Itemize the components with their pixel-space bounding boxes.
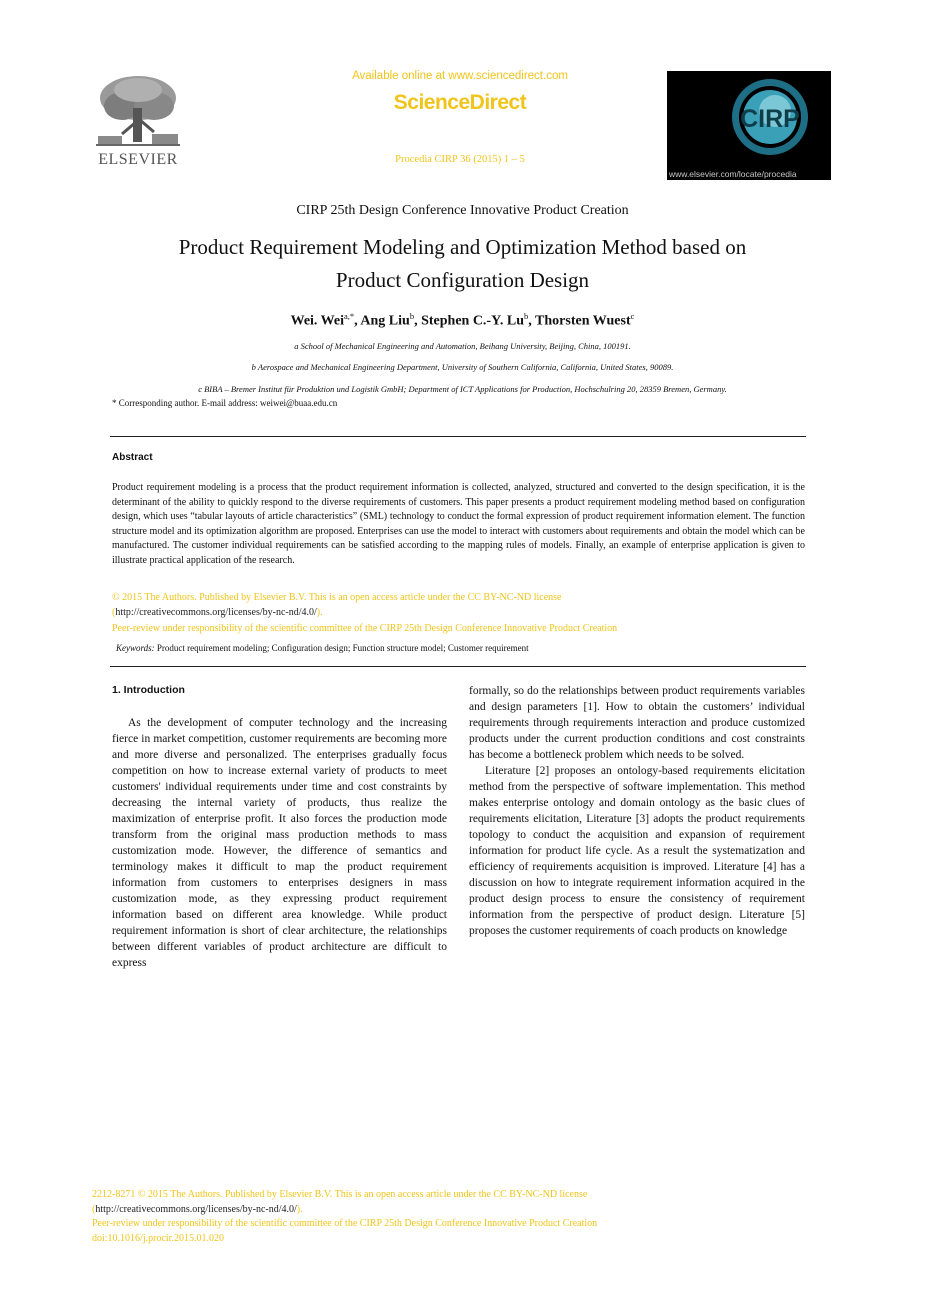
abstract-heading: Abstract — [112, 452, 153, 463]
author-separator: , — [354, 313, 361, 329]
footer-copyright: 2212-8271 © 2015 The Authors. Published by Elsevier B.V. This is an open access article under the CC BY-NC-ND license — [92, 1189, 588, 1200]
footer-notice — [92, 1188, 732, 1246]
affiliation-b: b Aerospace and Mechanical Engineering Department, University of Southern California, California, United States, 90089. — [251, 362, 674, 372]
author-affiliation-mark: a,* — [344, 311, 355, 321]
author-separator: , — [414, 313, 422, 329]
divider-top — [110, 436, 806, 437]
author-separator: , — [528, 313, 536, 329]
column-right — [469, 683, 805, 939]
paren-open: ( — [112, 607, 116, 618]
cirp-wordmark: CIRP — [740, 105, 800, 133]
author-affiliation-mark: c — [630, 311, 635, 321]
footer-doi[interactable]: doi:10.1016/j.procir.2015.01.020 — [92, 1232, 224, 1244]
license-link[interactable]: http://creativecommons.org/licenses/by-nc-nd/4.0/ — [115, 607, 317, 618]
paper-title — [120, 231, 805, 297]
author-name: Ang Liu — [360, 313, 410, 329]
paren-open: ( — [92, 1203, 96, 1215]
elsevier-wordmark: ELSEVIER — [98, 151, 178, 168]
author-affiliation-mark: b — [524, 311, 529, 321]
section-heading-introduction: 1. Introduction — [112, 684, 185, 696]
peer-review-notice: Peer-review under responsibility of the scientific committee of the CIRP 25th Design Conference Innovative Product Creation — [112, 623, 618, 634]
paren-close: ). — [316, 607, 323, 618]
license-line — [112, 607, 323, 618]
keywords — [116, 643, 529, 653]
footer-peer-review: Peer-review under responsibility of the scientific committee of the CIRP 25th Design Conference Innovative Product Creation — [92, 1218, 598, 1229]
cirp-url: www.elsevier.com/locate/procedia — [669, 169, 797, 179]
divider-bottom — [110, 666, 806, 667]
author-name: Wei. Wei — [290, 313, 345, 329]
title-line-1: Product Requirement Modeling and Optimization Method based on — [178, 235, 747, 259]
cirp-emblem-icon — [667, 71, 831, 167]
abstract-body: Product requirement modeling is a process that the product requirement information is collected, analyzed, structured and converted to the design specification, it is the determinant of the ability to quickly respond to the diverse requirements of customers. This paper presents a product requirement modeling method based on configuration design, which uses “tabular layouts of article characteristics” (SML) technology to conduct the formal expression of product requirement information element. The function structure model and its optimization algorithm are proposed. Enterprises can use the model to interact with customers about requirements and obtain the model which can be manufactured. The customer individual requirements can be satisfied according to the mapping rules of models. Finally, an example of enterprise application is given to illustrate practical application of the research. — [112, 482, 805, 566]
paren-close: ). — [296, 1203, 303, 1215]
footer-license-line — [92, 1203, 732, 1218]
elsevier-logo — [92, 72, 184, 168]
open-access-notice: © 2015 The Authors. Published by Elsevier B.V. This is an open access article under the CC BY-NC-ND license — [112, 592, 562, 603]
elsevier-tree-icon — [92, 72, 184, 168]
available-online-text: Available online at www.sciencedirect.com — [352, 70, 568, 82]
paragraph: As the development of computer technology and the increasing fierce in market competition, customer requirements are becoming more and more diverse and personalized. The enterprises gradually focus competition on how to increase external variety of products to meet customers' individual requirements under time and cost constraints by decreasing the internal variety of products, thus realize the maximization of enterprise profit. It also forces the production mode transform from the original mass production methods to mass customization mode. However, the difference of semantics and terminology makes it difficult to map the product requirement information from customers to enterprises designers in mass customization mode, as they expressing product requirement information based on different area knowledge. While product requirement information is short of clear architecture, the relationships between different variables of product architecture are difficult to express — [112, 717, 447, 969]
column-left — [112, 715, 447, 971]
paragraph: Literature [2] proposes an ontology-based requirements elicitation method from the perspective of software implementation. This method makes enterprise ontology and domain ontology as the basic clues of requirements elicitation, Literature [3] adopts the product requirements topology to conduct the acquisition and expansion of requirement information for product life cycle. As a result the systematization and efficiency of requirements acquisition is improved. Literature [4] has a discussion on how to integrate requirement information acquired in the product design process to ensure the consistency of requirement information from the perspective of product design. Literature [5] proposes the customer requirements of coach products on knowledge — [469, 765, 805, 937]
author-name: Stephen C.-Y. Lu — [421, 313, 525, 329]
affiliation-a: a School of Mechanical Engineering and Automation, Beihang University, Beijing, China, 100191. — [294, 341, 631, 351]
corresponding-author: * Corresponding author. E-mail address: weiwei@buaa.edu.cn — [112, 398, 338, 408]
author-list — [0, 311, 925, 330]
title-line-2: Product Configuration Design — [335, 268, 590, 292]
keywords-text: Product requirement modeling; Configuration design; Function structure model; Customer requirement — [154, 643, 529, 653]
author-name: Thorsten Wuest — [535, 313, 631, 329]
paragraph: formally, so do the relationships between product requirements variables and design parameters [1]. How to obtain the customers’ individual requirements through requirements interaction and produce customized products under the current production conditions and cost constraints has become a bottleneck problem which needs to be solved. — [469, 685, 805, 761]
cirp-logo — [667, 71, 831, 180]
affiliation-c: c BIBA – Bremer Institut für Produktion und Logistik GmbH; Department of ICT Applications for Production, Hochschulring 20, 28359 Bremen, Germany. — [198, 384, 727, 394]
conference-name: CIRP 25th Design Conference Innovative Product Creation — [296, 203, 629, 218]
sciencedirect-logo: ScienceDirect — [393, 91, 527, 114]
footer-license-link[interactable]: http://creativecommons.org/licenses/by-nc-nd/4.0/ — [95, 1203, 297, 1215]
author-affiliation-mark: b — [409, 311, 415, 321]
keywords-label: Keywords: — [116, 643, 155, 653]
journal-reference: Procedia CIRP 36 (2015) 1 – 5 — [395, 154, 525, 165]
